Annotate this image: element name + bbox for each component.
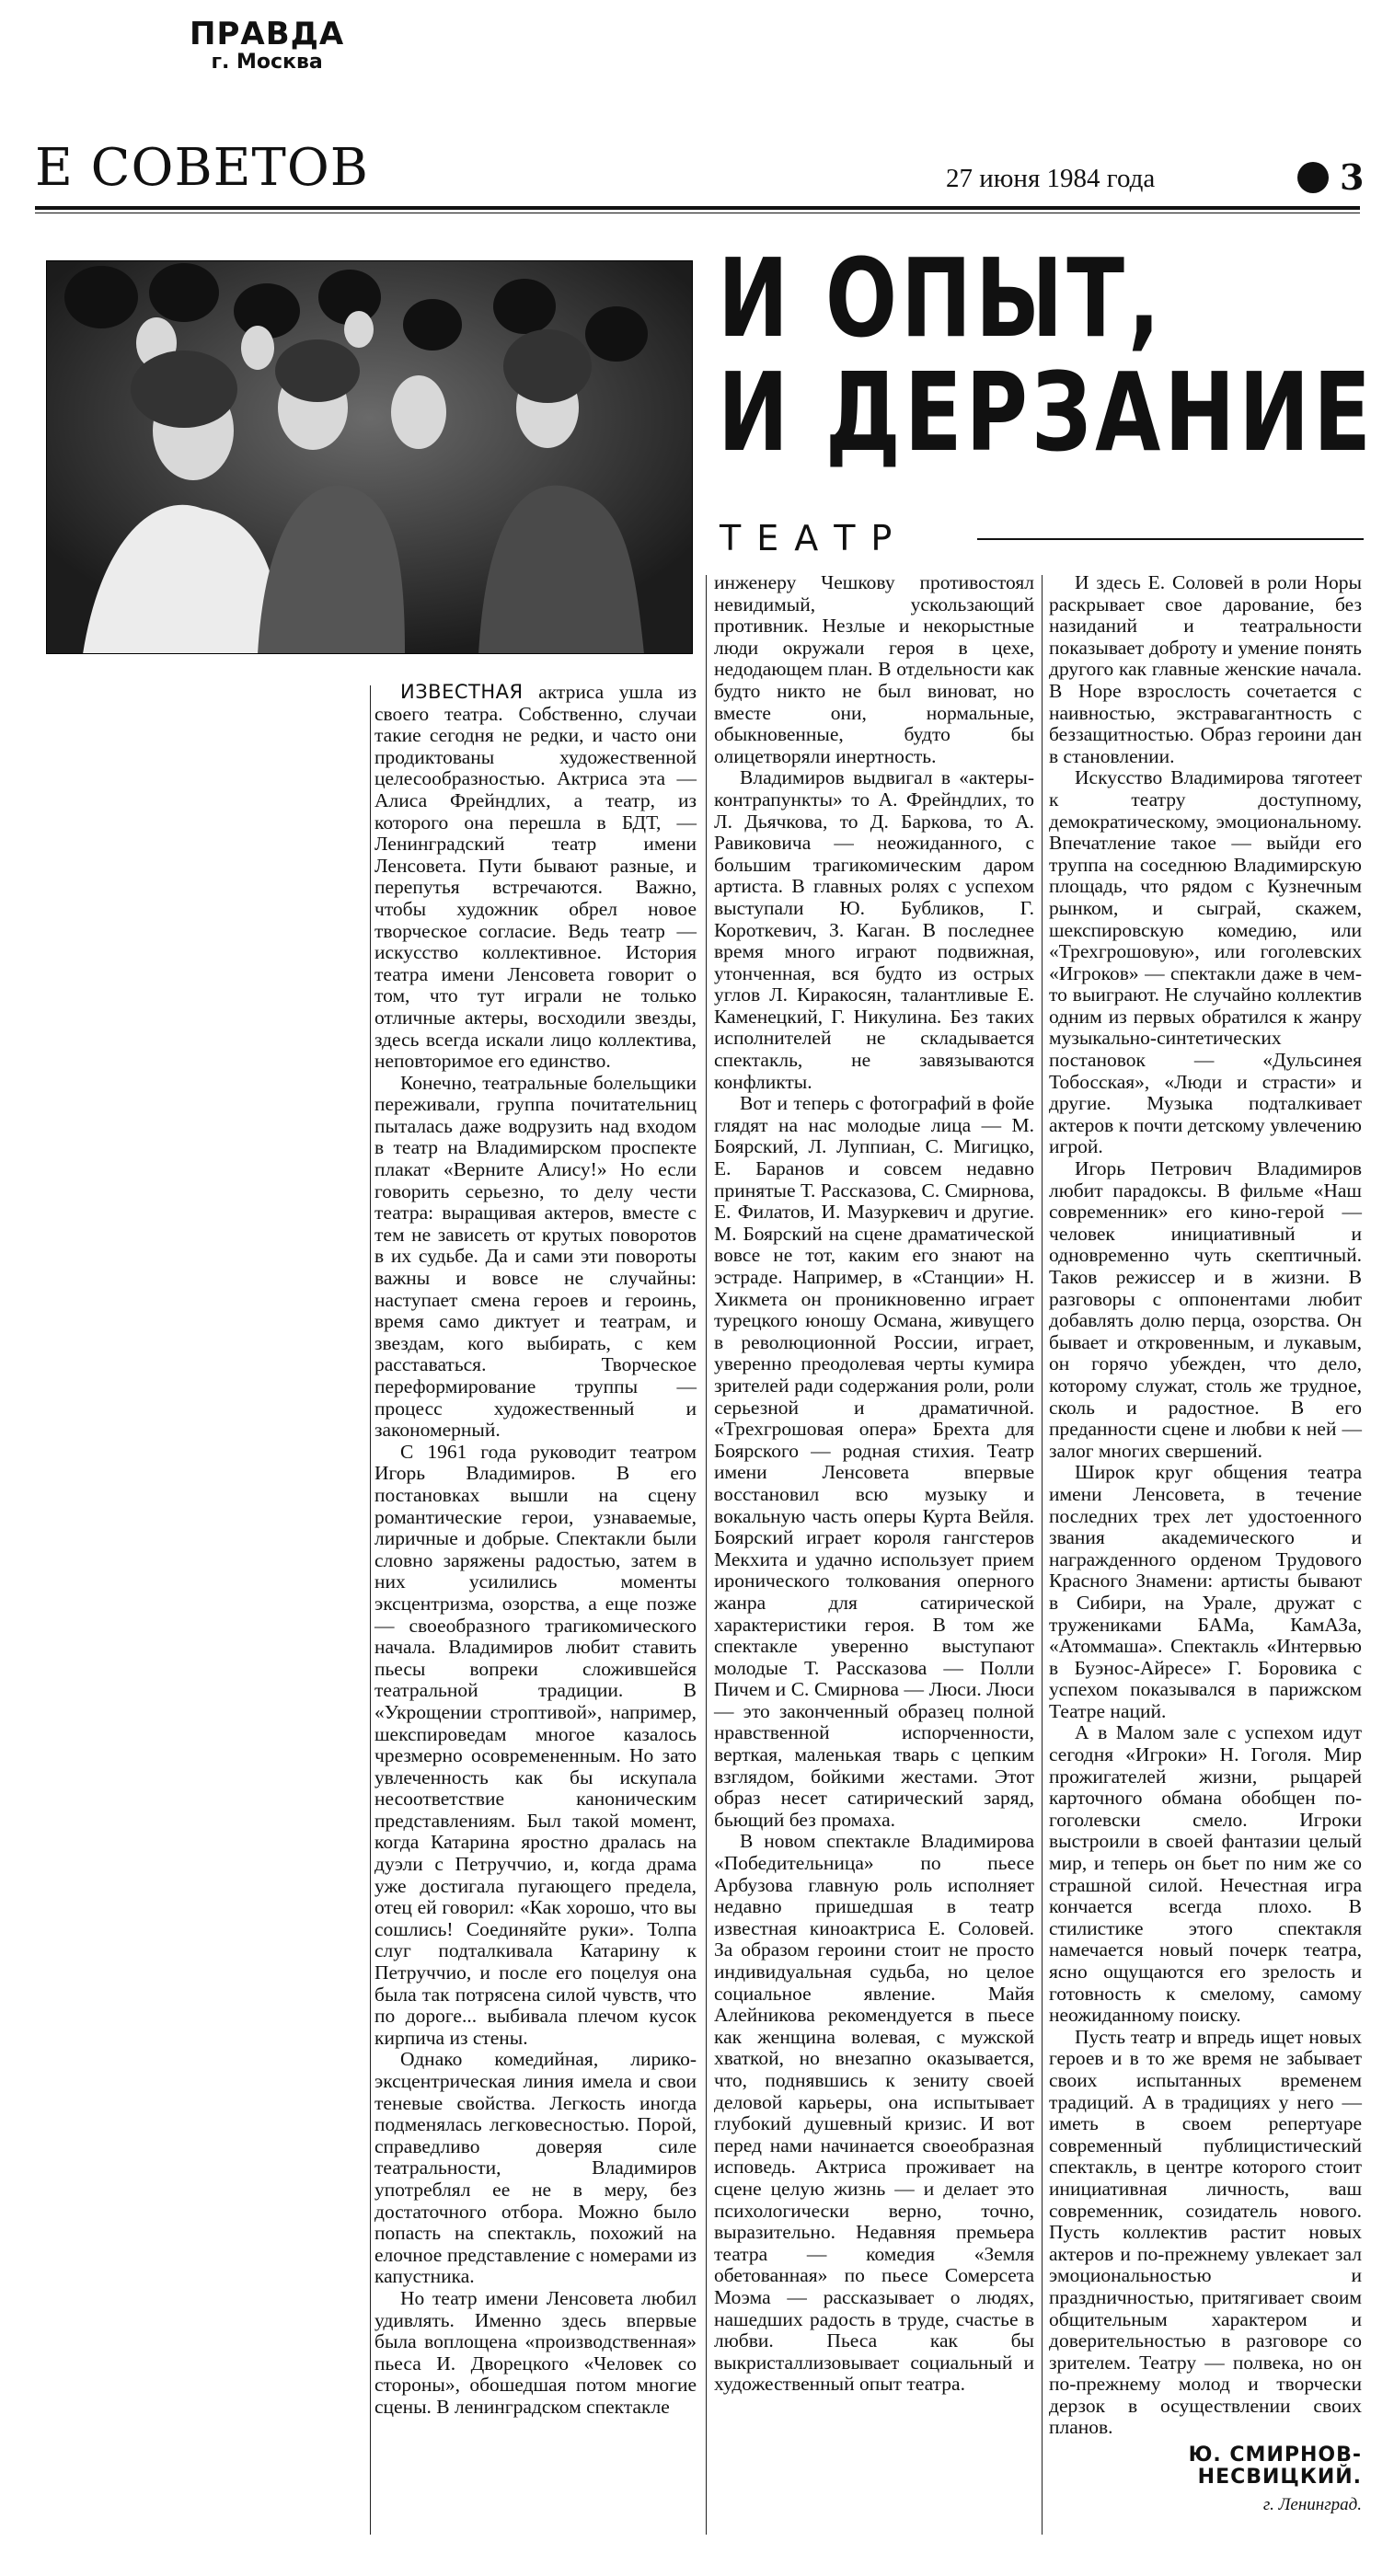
page-number: 3: [1340, 156, 1365, 198]
stamp-city: г. Москва: [211, 50, 323, 74]
masthead-rule: [35, 206, 1360, 210]
dateline-city: г. Ленинград.: [1262, 2495, 1362, 2515]
headline: [718, 235, 1375, 476]
article-paragraph: Однако комедийная, лирико-эксцентрическая линия имела и свои теневые свойства. Легкость иногда подменялась легковесностью. Порой, справедливо доверяя силе театральности, Владимиров употреблял ее не в меру, без достаточного отбора. Можно было попасть на спектакль, похожий на елочное представление с номерами из капустника.: [374, 2048, 697, 2288]
newspaper-stamp: [190, 18, 344, 73]
article-paragraph: В новом спектакле Владимирова «Победительница» по пьесе Арбузова главную роль исполняет недавно пришедшая в театр известная киноактриса Е. Соловей. За образом героини стоит не просто индивидуальная судьба, но целое социальное явление. Майя Алейникова рекомендуется в пьесе как женщина волевая, с мужской хваткой, но внезапно оказывается, что, поднявшись к зениту своей деловой карьеры, она испытывает глубокий душевный кризис. И вот перед нами начинается своеобразная исповедь. Актриса проживает на сцене целую жизнь — и делает это психологически верно, точно, выразительно. Недавняя премьера театра — комедия «Земля обетованная» по пьесе Сомерсета Моэма — рассказывает о людях, нашедших радость в труде, счастье в любви. Пьеса как бы выкристаллизовывает социальный и художественный опыт театра.: [714, 1830, 1034, 2396]
audience-photo: [46, 260, 693, 654]
masthead-title: Е СОВЕТОВ: [35, 138, 369, 198]
article-paragraph: И здесь Е. Соловей в роли Норы раскрывает свое дарование, без назиданий и театральности показывает доброту и умение понять другого как главные женские начала. В Норе взрослость сочетается с наивностью, экстравагантность с беззащитностью. Образ героини дан в становлении.: [1049, 571, 1362, 767]
paragraph-text: актриса ушла из своего театра. Собственно, случаи такие сегодня не редки, и часто они продиктованы художественной целесообразностью. Актриса эта — Алиса Фрейндлих, а театр, из которого она перешла в БДТ, — Ленинградский театр имени Ленсовета. Пути бывают разные, и перепутья встречаются. Важно, чтобы художник обрел новое творческое согласие. Ведь театр — искусство коллективное. История театра имени Ленсовета говорит о том, что тут играли не только отличные актеры, восходили звезды, здесь всегда искали лицо коллектива, неповторимое его единство.: [374, 681, 697, 1073]
rubric-rule: [977, 538, 1364, 540]
article-paragraph: Искусство Владимирова тяготеет к театру доступному, демократическому, эмоциональному. Впечатление такое — выйди его труппа на соседнюю Владимирскую площадь, что рядом с Кузнечным рынком, и сыграй, скажем, шекспировскую комедию, или «Трехгрошовую», или гоголевских «Игроков» — спектакли даже в чем-то выиграют. Не случайно коллектив одним из первых обратился к жанру музыкально-синтетических постановок — «Дульсинея Тобосская», «Люди и страсти» и другие. Музыка подталкивает актеров к почти детскому увлечению игрой.: [1049, 766, 1362, 1158]
article-paragraph: Конечно, театральные болельщики переживали, группа почитательниц пыталась даже водрузить над входом в театр на Владимирском проспекте плакат «Верните Алису!» Но если говорить серьезно, то делу чести театра: выращивая актеров, вместе с тем не зависеть от крутых поворотов в их судьбе. Да и сами эти повороты важны и вовсе не случайны: наступает смена героев и героинь, время само диктует и театрам, и звездам, кого выбирать, с кем расставаться. Творческое переформирование труппы — процесс художественный и закономерный.: [374, 1071, 697, 1442]
column-rule: [1042, 575, 1043, 2535]
masthead: [35, 138, 1365, 204]
article-paragraph: Игорь Петрович Владимиров любит парадоксы. В фильме «Наш современник» его кино-герой — человек инициативный и одновременно чуть скептичный. Таков режиссер и в жизни. В разговоры с оппонентами любит добавлять долю перца, озорства. Он бывает и откровенным, и лукавым, он горячо убежден, что дело, которому служат, столь же трудное, сколь и радостное. В его преданности сцене и любви к ней — залог многих свершений.: [1049, 1157, 1362, 1462]
article-paragraph: С 1961 года руководит театром Игорь Владимиров. В его постановках вышли на сцену романтические герои, узнаваемые, лиричные и добрые. Спектакли были словно заряжены радостью, затем в них усилились моменты эксцентризма, озорства, а еще позже — своеобразного трагикомического начала. Владимиров любит ставить пьесы вопреки сложившейся театральной традиции. В «Укрощении строптивой», например, шекспироведам многое казалось чрезмерно осовремененным. Но зато увлеченность как бы искупала несоответствие каноническим представлениям. Был такой момент, когда Катарина яростно дралась на дуэли с Петруччио, и, когда драма уже достигала пугающего предела, отец ей говорил: «Как хорошо, что вы сошлись! Соединяйте руки». Толпа слуг подталкивала Катарину к Петруччио, и после его поцелуя она была так потрясена силой чувств, что по дороге... выбивала плечом кусок кирпича из стены.: [374, 1440, 697, 2049]
headline-line-1: И ОПЫТ,: [718, 235, 1164, 362]
headline-line-2: И ДЕРЗАНИЕ: [718, 349, 1375, 476]
article-paragraph: [374, 682, 697, 1073]
audience-photo-image: [46, 260, 693, 654]
column-rule: [706, 575, 707, 2535]
bullet-dot-icon: [1297, 162, 1329, 193]
article-paragraph: Вот и теперь с фотографий в фойе глядят на нас молодые лица — М. Боярский, Л. Луппиан, С. Мигицко, Е. Баранов и совсем недавно принятые Т. Рассказова, С. Смирнова, Е. Филатов, И. Мазуркевич и другие. М. Боярский на сцене драматической вовсе не тот, каким его знают на эстраде. Например, в «Станции» Н. Хикмета он проникновенно играет турецкого юношу Османа, живущего в революционной России, играет, уверенно преодолевая черты кумира зрителей ради содержания роли, роли серьезной и драматичной. «Трехгрошовая опера» Брехта для Боярского — родная стихия. Театр имени Ленсовета впервые восстановил всю музыку и вокальную часть оперы Курта Вейля. Боярский играет короля гангстеров Мекхита и удачно использует прием иронического толкования оперного жанра для сатирической характеристики героя. В том же спектакле уверенно выступают молодые Т. Рассказова — Полли Пичем и С. Смирнова — Люси. Люси — это законченный образец полной нравственной испорченности, верткая, маленькая тварь с цепким взглядом, бойкими жестами. Этот образ несет сатирический заряд, бьющий без промаха.: [714, 1092, 1034, 1831]
article-paragraph: Пусть театр и впредь ищет новых героев и в то же время не забывает своих испытанных временем традиций. А в традициях у него — иметь в своем репертуаре современный публицистический спектакль, в центре которого стоит инициативная личность, ваш современник, созидатель нового. Пусть коллектив растит новых актеров и по-прежнему увлекает зал эмоциональностью и праздничностью, притягивает своим общительным характером и доверительностью в разговоре со зрителем. Театру — полвека, но он по-прежнему молод и творчески дерзок в осуществлении своих планов.: [1049, 2025, 1362, 2439]
article-paragraph: Но театр имени Ленсовета любил удивлять. Именно здесь впервые была воплощена «производственная» пьеса И. Дворецкого «Человек со стороны», обошедшая потом многие сцены. В ленинградском спектакле: [374, 2286, 697, 2418]
article-paragraph: Широк круг общения театра имени Ленсовета, в течение последних трех лет удостоенного звания академического и награжденного орденом Трудового Красного Знамени: артисты бывают в Сибири, на Урале, дружат с тружениками БАМа, КамАЗа, «Атоммаша». Спектакль «Интервью в Буэнос-Айресе» Г. Боровика с успехом показывался в парижском Театре наций.: [1049, 1461, 1362, 1722]
rubric-label: ТЕАТР: [720, 518, 908, 558]
article-paragraph: А в Малом зале с успехом идут сегодня «Игроки» Н. Гоголя. Мир прожигателей жизни, рыцарей карточного обмана обобщен по-гоголевски смело. Игроки выстроили в своей фантазии целый мир, и теперь он бьет по ним же со страшной силой. Нечестная игра кончается всегда плохо. В стилистике этого спектакля намечается новый почерк театра, ясно ощущаются его зрелость и готовность к смелому, самому неожиданному поиску.: [1049, 1721, 1362, 2027]
article-paragraph: Владимиров выдвигал в «актеры-контрапункты» то А. Фрейндлих, то Л. Дьячкова, то Д. Баркова, то А. Равиковича — неожиданного, с большим трагикомическим даром артиста. В главных ролях с успехом выступали Ю. Бубликов, Г. Короткевич, З. Каган. В последнее время много играют подвижная, утонченная, вся будто из острых углов Л. Киракосян, талантливые Е. Каменецкий, Г. Никулина. Без таких исполнителей не складывается спектакль, не завязываются конфликты.: [714, 766, 1034, 1093]
masthead-date: 27 июня 1984 года: [946, 164, 1156, 193]
author-byline: Ю. СМИРНОВ-НЕСВИЦКИЙ.: [1188, 2444, 1362, 2490]
article-paragraph: инженеру Чешкову противостоял невидимый, ускользающий противник. Незлые и некорыстные люди окружали героя в цехе, недодающем план. В отдельности как будто никто не был виноват, но вместе они, нормальные, обыкновенные, будто бы олицетворяли инертность.: [714, 571, 1034, 767]
article-column-3: [1049, 572, 1362, 2516]
stamp-newspaper-name: ПРАВДА: [190, 16, 345, 52]
column-rule: [370, 685, 371, 2535]
article-column-1: [374, 682, 697, 2419]
lead-word: ИЗВЕСТНАЯ: [400, 681, 524, 703]
article-column-2: [714, 572, 1034, 2396]
